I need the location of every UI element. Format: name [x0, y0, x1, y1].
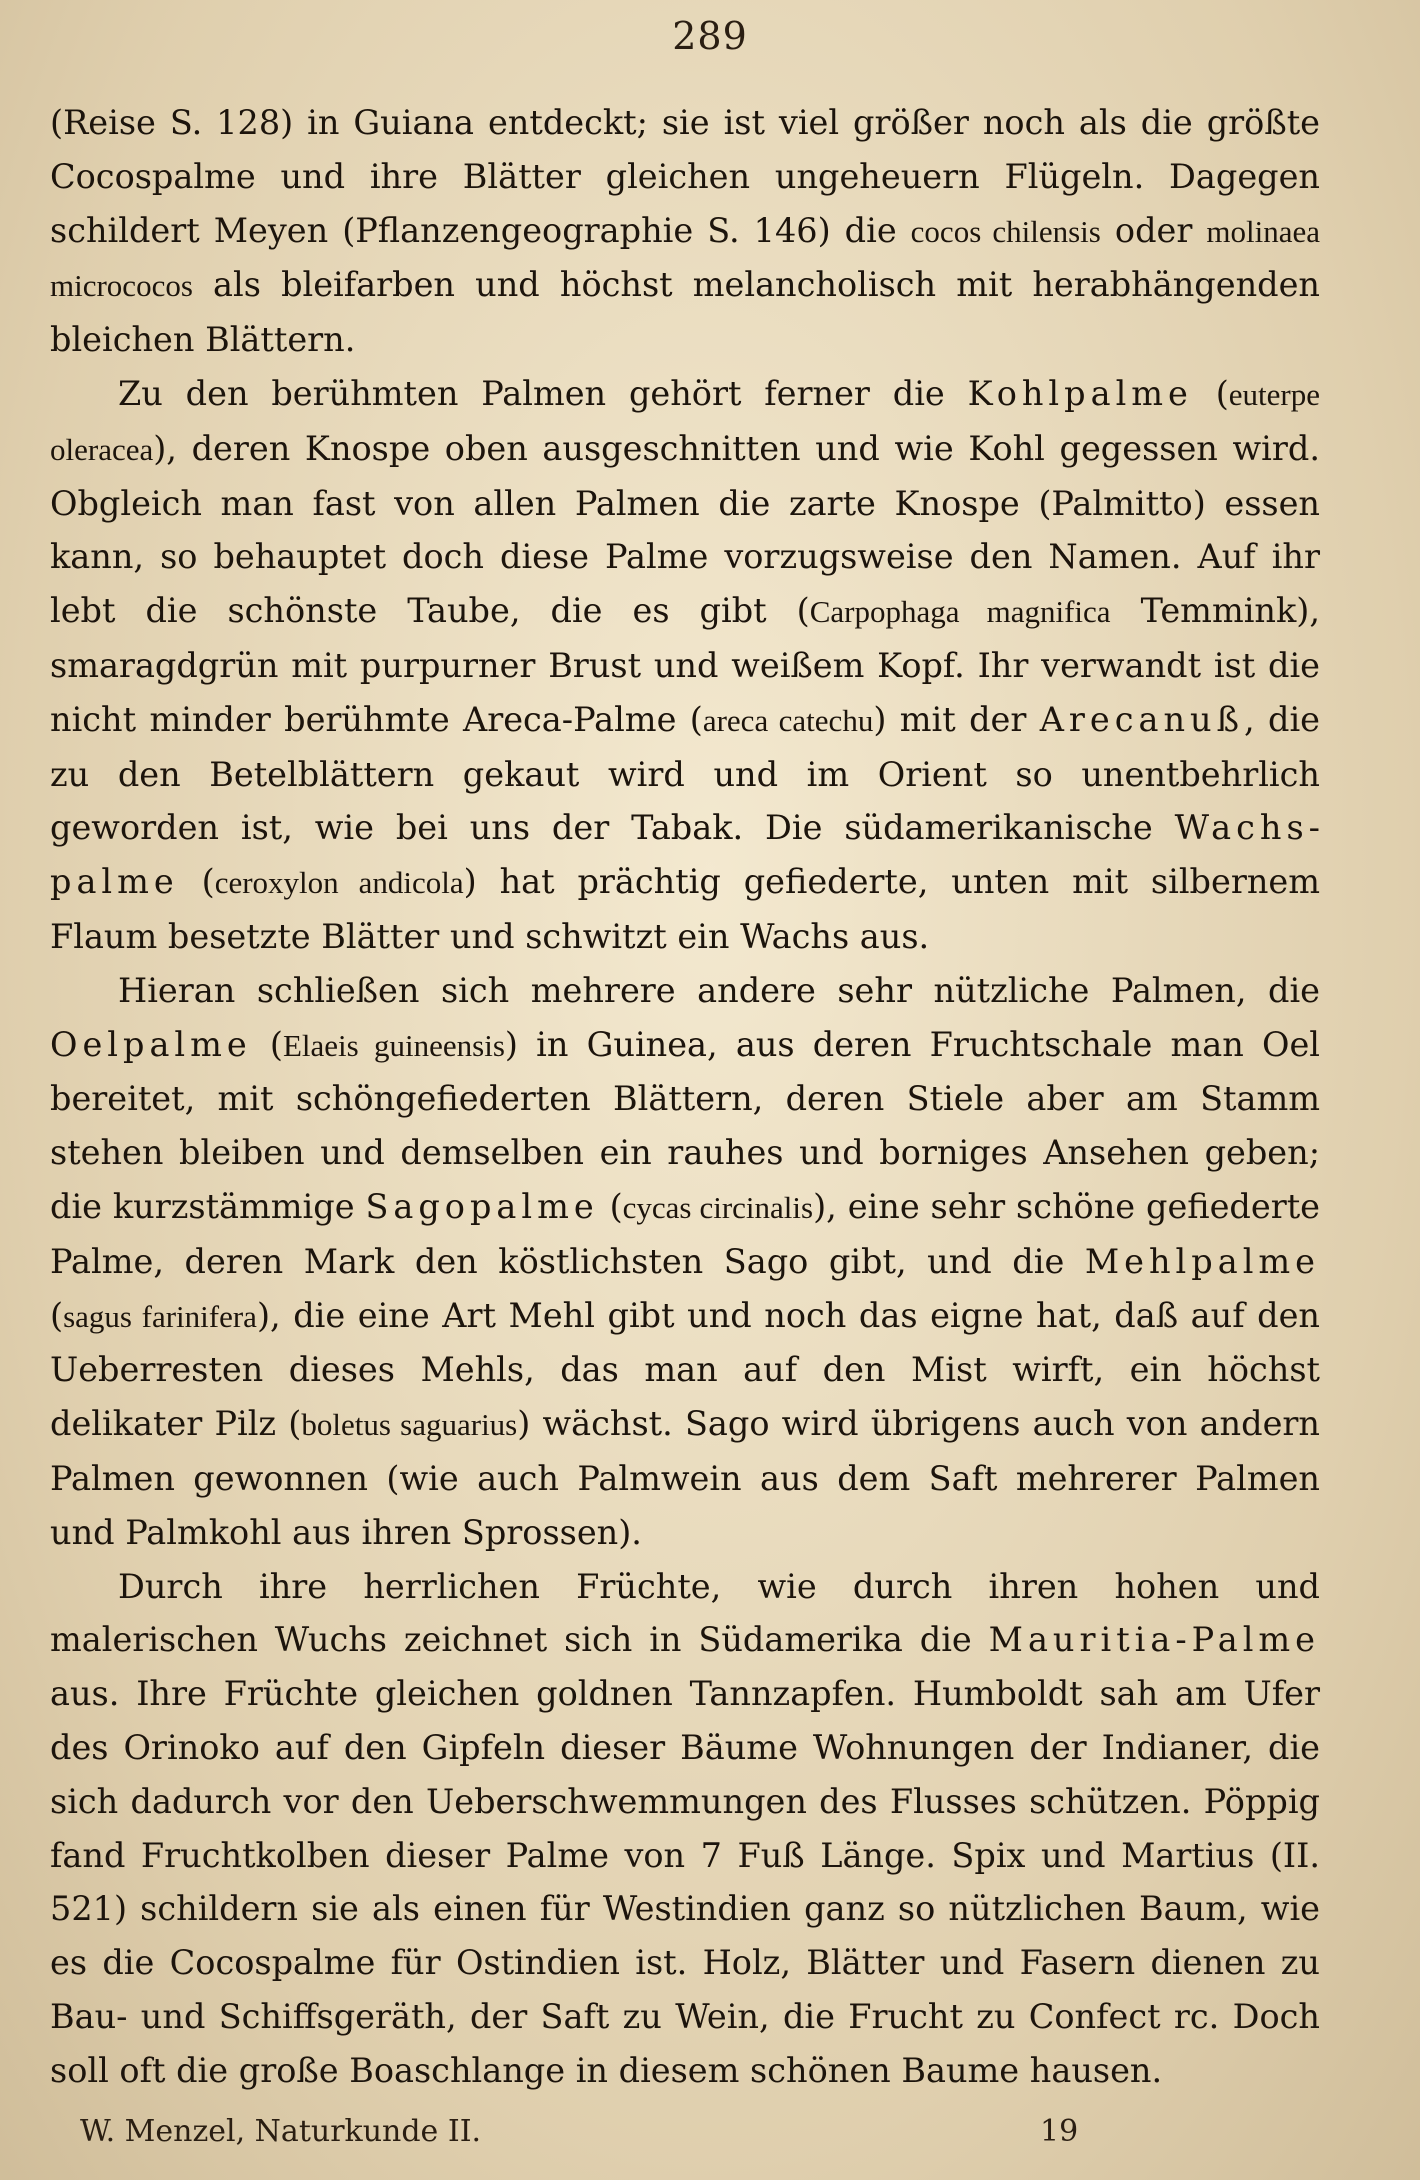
text-run: , die zu den Betelblättern gekaut wird und im Orient so unentbehrlich geworden ist, wie bei uns der Tabak. Die südamerikanische [50, 699, 1321, 848]
signature-author: W. Menzel, Naturkunde II. [80, 2114, 482, 2149]
text-run: aus. Ihre Früchte gleichen goldnen Tannzapfen. Humboldt sah am Ufer des Orinoko auf den Gipfeln dieser Bäume Wohnungen der Indianer, die sich dadurch vor den Ueberschwemmungen des Flusses schützen. Pöppig fand Fruchtkolben dieser Palme von 7 Fuß Länge. Spix und Martius (II. 521) schildern sie als einen für Westindien ganz so nützlichen Baum, wie es die Cocospalme für Ostindien ist. Holz, Blätter und Fasern dienen zu Bau- und Schiffsgeräth, der Saft zu Wein, die Frucht zu Confect rc. Doch soll oft die große Boaschlange in diesem schönen Baume hausen. [50, 1674, 1320, 2090]
text-run: ), eine sehr schöne gefiederte Palme, deren Mark den köstlichsten Sago gibt, und die [50, 1186, 1321, 1281]
latin-term: sagus farinifera [63, 1298, 257, 1334]
spaced-emphasis: Arecanuß [1039, 699, 1245, 739]
spaced-emphasis: Kohlpalme [967, 373, 1193, 413]
text-run: Temmink), smaragdgrün mit purpurner Brust und weißem Kopf. Ihr verwandt ist die nicht minder berühmte Areca-Palme ( [50, 591, 1321, 739]
text-run: ) wächst. Sago wird übrigens auch von andern Palmen gewonnen (wie auch Palmwein aus dem Saft mehrerer Palmen und Palmkohl aus ihren Sprossen). [50, 1404, 1320, 1552]
text-run: ( [598, 1186, 623, 1226]
text-run: Durch ihre herrlichen Früchte, wie durch ihren hohen und malerischen Wuchs zeichnet sich in Südamerika die [50, 1566, 1320, 1660]
spaced-emphasis: Sagopalme [365, 1186, 599, 1226]
latin-term: boletus saguarius [301, 1407, 518, 1443]
footer-signature [80, 2114, 1080, 2162]
spaced-emphasis: Oelpalme [50, 1024, 252, 1064]
text-run: ), deren Knospe oben ausgeschnitten und wie Kohl gegessen wird. Obgleich man fast von allen Palmen die zarte Knospe (Palmitto) essen kann, so behauptet doch diese Palme vorzugsweise den Namen. Auf ihr lebt die schönste Taube, die es gibt ( [50, 428, 1320, 631]
text-run: ( [50, 1295, 64, 1335]
latin-term: molinaea micrococos [50, 213, 1320, 304]
text-run: oder [1100, 210, 1207, 250]
paragraph [50, 367, 1320, 964]
latin-term: cycas circinalis [622, 1189, 814, 1225]
text-run: ) hat prächtig gefiederte, unten mit silbernem Flaum besetzte Blätter und schwitzt ein Wachs aus. [50, 862, 1321, 956]
spaced-emphasis: Mauritia-Palme [988, 1620, 1320, 1660]
text-run: als bleifarben und höchst melancholisch mit herabhängenden bleichen Blättern. [50, 265, 1320, 360]
text-run: ) in Guinea, aus deren Fruchtschale man Oel bereitet, mit schöngefiederten Blättern, deren Stiele aber am Stamm stehen bleiben und demselben ein rauhes und borniges Ansehen geben; die kurzstämmige [50, 1024, 1320, 1226]
text-run: ( [1192, 373, 1229, 413]
latin-term: ceroxylon andicola [214, 865, 464, 901]
latin-term: Elaeis guineensis [282, 1027, 505, 1063]
text-run: ), die eine Art Mehl gibt und noch das eigne hat, daß auf den Ueberresten dieses Mehls, das man auf den Mist wirft, ein höchst delikater Pilz ( [50, 1295, 1321, 1444]
spaced-emphasis: Mehlpalme [1084, 1241, 1320, 1281]
paragraph [50, 96, 1320, 367]
body-text [50, 96, 1320, 2097]
signature-number: 19 [1040, 2114, 1079, 2149]
latin-term: Carpophaga magnifica [809, 594, 1111, 630]
spaced-emphasis: Wachspalme [50, 808, 1320, 902]
latin-term: areca catechu [702, 702, 874, 738]
text-run: Hieran schließen sich mehrere andere sehr nützliche Palmen, die [118, 970, 1320, 1010]
paragraph [50, 964, 1320, 1560]
paragraph [50, 1560, 1320, 2098]
page-number: 289 [672, 14, 748, 58]
latin-term: euterpe oleracea [50, 376, 1320, 467]
text-run: (Reise S. 128) in Guiana entdeckt; sie ist viel größer noch als die größte Cocospalme und ihre Blätter gleichen ungeheuern Flügeln. Dagegen schildert Meyen (Pflanzengeographie S. 146) die [50, 103, 1320, 250]
text-run: ( [178, 862, 215, 902]
text-run: ) mit der [873, 699, 1040, 739]
text-run: ( [251, 1024, 283, 1064]
text-run: Zu den berühmten Palmen gehört ferner die [118, 373, 968, 413]
latin-term: cocos chilensis [910, 213, 1101, 249]
